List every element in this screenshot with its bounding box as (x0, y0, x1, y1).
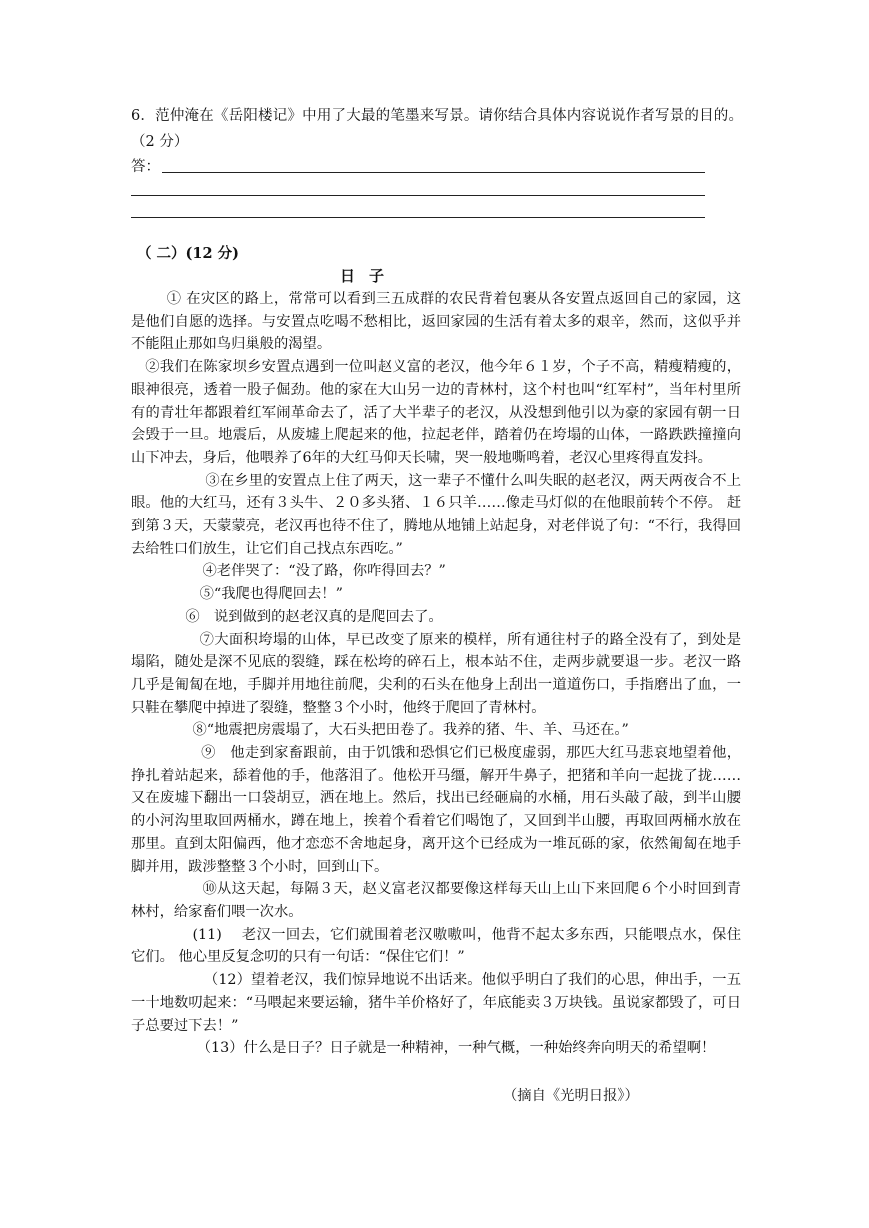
paragraph-1: ① 在灾区的路上，常常可以看到三五成群的农民背着包裹从各安置点返回自己的家园，这是他们自愿的选择。与安置点吃喝不愁相比，返回家园的生活有着太多的艰辛，然而，这似乎并不能阻止那如鸟归巢般的渴望。 (131, 291, 741, 353)
source-note: （摘自《光明日报》） (503, 1088, 639, 1104)
question-6 (131, 103, 743, 227)
article-title: 日子 (340, 267, 399, 285)
answer-line (162, 172, 705, 173)
paragraph-13: （13）什么是日子？日子就是一种精神，一种气概，一种始终奔向明天的希望啊！ (196, 1040, 716, 1057)
answer-row-1 (131, 155, 743, 179)
paragraph-10: ⑩从这天起，每隔３天，赵义富老汉都要像这样每天山上山下来回爬６个小时回到青林村，给家畜们喂一次水。 (131, 881, 741, 920)
answer-line (131, 195, 705, 196)
paragraph-7: ⑦大面积垮塌的山体，早已改变了原来的模样，所有通往村子的路全没有了，到处是塌陷，随处是深不见底的裂缝，踩在松垮的碎石上，根本站不住，走两步就要退一步。老汉一路几乎是匍匐在地，手脚并用地往前爬，尖利的石头在他身上刮出一道道伤口，手指磨出了血，一只鞋在攀爬中掉进了裂缝，整整３个小时，他终于爬回了青林村。 (131, 631, 741, 716)
paragraph-4: ④老伴哭了：“没了路，你咋得回去？” (202, 563, 446, 580)
question-6-prompt: 6．范仲淹在《岳阳楼记》中用了大最的笔墨来写景。请你结合具体内容说说作者写景的目的。（2 分） (131, 108, 743, 150)
answer-label: 答： (131, 159, 160, 175)
answer-line (131, 217, 705, 218)
paragraph-11: (11) 老汉一回去，它们就围着老汉嗷嗷叫，他背不起太多东西，只能喂点水，保住它们。 他心里反复念叨的只有一句话：“保住它们！” (131, 926, 741, 966)
paragraph-2: ②我们在陈家坝乡安置点遇到一位叫赵义富的老汉，他今年６１岁，个子不高，精瘦精瘦的，眼神很亮，透着一股子倔劲。他的家在大山另一边的青林村，这个村也叫“红军村”，当年村里所有的青壮年都跟着红军闹革命去了，活了大半辈子的老汉，从没想到他引以为豪的家园有朝一日会毁于一旦。地震后，从废墟上爬起来的他，拉起老伴，踏着仍在垮塌的山体，一路跌跌撞撞向山下冲去，身后，他喂养了6年的大红马仰天长啸，哭一般地嘶鸣着，老汉心里疼得直发抖。 (131, 359, 741, 466)
paragraph-9: ⑨ 他走到家畜跟前，由于饥饿和恐惧它们已极度虚弱，那匹大红马悲哀地望着他，挣扎着站起来，舔着他的手，他落泪了。他松开马缰，解开牛鼻子，把猪和羊向一起拢了拢……又在废墟下翻出一口袋胡豆，洒在地上。然后，找出已经砸扁的水桶，用石头敲了敲，到半山腰的小河沟里取回两桶水，蹲在地上，挨着个看着它们喝饱了，又回到半山腰，再取回两桶水放在那里。直到太阳偏西，他才恋恋不舍地起身，离开这个已经成为一堆瓦砾的家，依然匍匐在地手脚并用，跋涉整整３个小时，回到山下。 (131, 745, 741, 875)
paragraph-5: ⑤“我爬也得爬回去！” (199, 586, 343, 603)
section-header: （ 二）(12 分) (137, 245, 239, 262)
paragraph-3: ③在乡里的安置点上住了两天，这一辈子不懂什么叫失眠的赵老汉，两天两夜合不上眼。他的大红马，还有３头牛、２０多头猪、１６只羊……像走马灯似的在他眼前转个不停。 赶到第３天，天蒙蒙亮，老汉再也待不住了，腾地从地铺上站起身，对老伴说了句：“不行，我得回去给牲口们放生，让它们自己找点东西吃。” (131, 472, 741, 557)
answer-row-3 (131, 203, 743, 227)
paragraph-8: ⑧“地震把房震塌了，大石头把田卷了。我养的猪、牛、羊、马还在。” (192, 722, 629, 739)
paragraph-12: （12）望着老汉，我们惊异地说不出话来。他似乎明白了我们的心思，伸出手，一五一十地数叨起来：“马喂起来要运输，猪牛羊价格好了，年底能卖３万块钱。虽说家都毁了，可日子总要过下去！” (131, 972, 741, 1034)
paragraph-6: ⑥ 说到做到的赵老汉真的是爬回去了。 (185, 608, 443, 625)
article-body (131, 288, 741, 1060)
answer-row-2 (131, 179, 743, 203)
